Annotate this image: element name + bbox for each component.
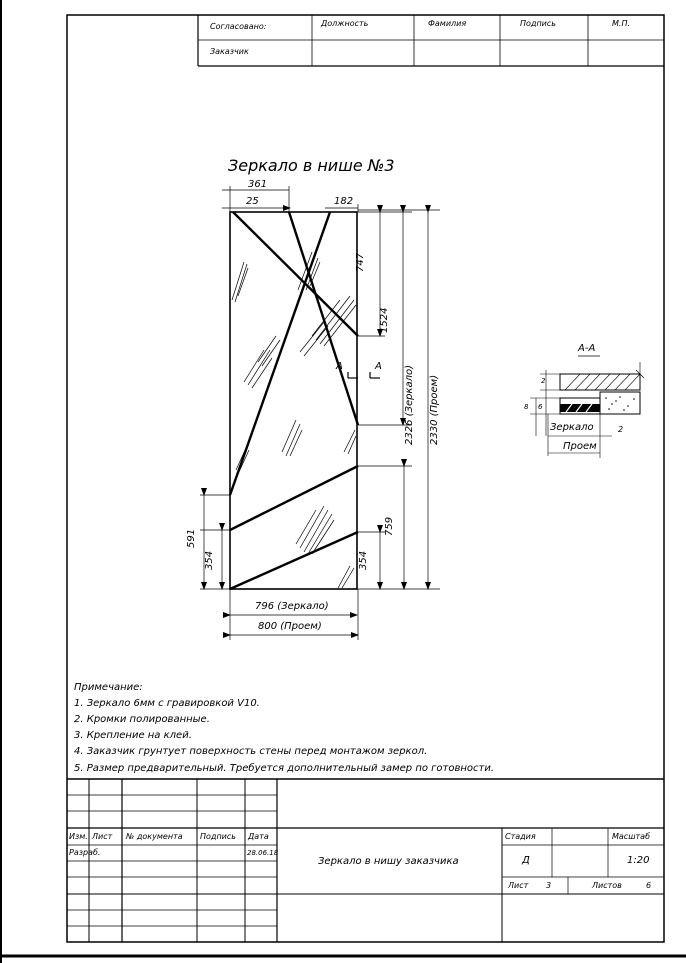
tb-sheets-value: 6	[646, 881, 652, 890]
section-mirror-label: Зеркало	[550, 422, 594, 433]
mirror-panel	[230, 212, 358, 589]
section-dim-8: 8	[524, 403, 529, 411]
tb-sheet-label: Лист	[508, 881, 529, 890]
note-item: 1. Зеркало 6мм с гравировкой V10.	[74, 698, 260, 709]
note-item: 3. Крепление на клей.	[74, 730, 192, 741]
tb-col-doc: № документа	[126, 832, 183, 841]
section-mark-right: А	[375, 361, 382, 372]
approval-position-header: Должность	[321, 19, 369, 28]
dim-label-mirror-width: 796 (Зеркало)	[255, 601, 329, 612]
dim-label-opening-width: 800 (Проем)	[258, 621, 322, 632]
dim-label-354-left: 354	[204, 550, 215, 570]
tb-stage-value: Д	[522, 855, 530, 866]
approval-agreed-label: Согласовано:	[210, 22, 267, 31]
dim-label-182: 182	[334, 196, 354, 207]
drawing-title: Зеркало в нише №3	[228, 156, 395, 175]
dim-label-354-right: 354	[358, 550, 369, 570]
approval-signature-header: Подпись	[520, 19, 556, 28]
section-dim-2b: 2	[618, 425, 624, 434]
notes-heading: Примечание:	[74, 682, 143, 693]
approval-seal-header: М.П.	[612, 19, 631, 28]
tb-row-developed: Разраб.	[69, 848, 101, 857]
dim-label-25: 25	[246, 196, 259, 207]
dim-label-759: 759	[384, 516, 395, 536]
approval-customer-label: Заказчик	[210, 47, 249, 56]
dim-label-1524: 1524	[379, 307, 390, 333]
section-opening-label: Проем	[563, 441, 597, 452]
tb-scale-label: Масштаб	[612, 832, 651, 841]
tb-sheet-value: 3	[546, 881, 552, 890]
section-dim-6: 6	[538, 403, 543, 411]
note-item: 2. Кромки полированные.	[74, 714, 210, 725]
dim-label-747: 747	[355, 252, 366, 272]
section-dim-2: 2	[541, 377, 546, 385]
tb-scale-value: 1:20	[627, 855, 650, 866]
tb-col-date: Дата	[248, 832, 269, 841]
approval-surname-header: Фамилия	[428, 19, 467, 28]
tb-col-sheet: Лист	[92, 832, 113, 841]
tb-col-change: Изм.	[69, 832, 88, 841]
tb-product-name: Зеркало в нишу заказчика	[318, 856, 459, 867]
dim-label-591: 591	[186, 528, 197, 548]
dim-label-mirror-height: 2326 (Зеркало)	[404, 364, 415, 445]
note-item: 4. Заказчик грунтует поверхность стены перед монтажом зеркол.	[74, 746, 428, 757]
tb-date-value: 28.06.18	[247, 849, 279, 857]
dim-label-361: 361	[248, 179, 268, 190]
drawing-frame	[67, 15, 664, 942]
tb-sheets-label: Листов	[592, 881, 622, 890]
note-item: 5. Размер предварительный. Требуется дополнительный замер по готовности.	[74, 763, 495, 774]
tb-col-sign: Подпись	[200, 832, 236, 841]
section-title: А-А	[578, 343, 596, 354]
dim-label-opening-height: 2330 (Проем)	[429, 374, 440, 445]
section-mark-left: А	[336, 361, 343, 372]
tb-stage-label: Стадия	[505, 832, 536, 841]
mirror-reflection-hatch	[232, 252, 356, 588]
